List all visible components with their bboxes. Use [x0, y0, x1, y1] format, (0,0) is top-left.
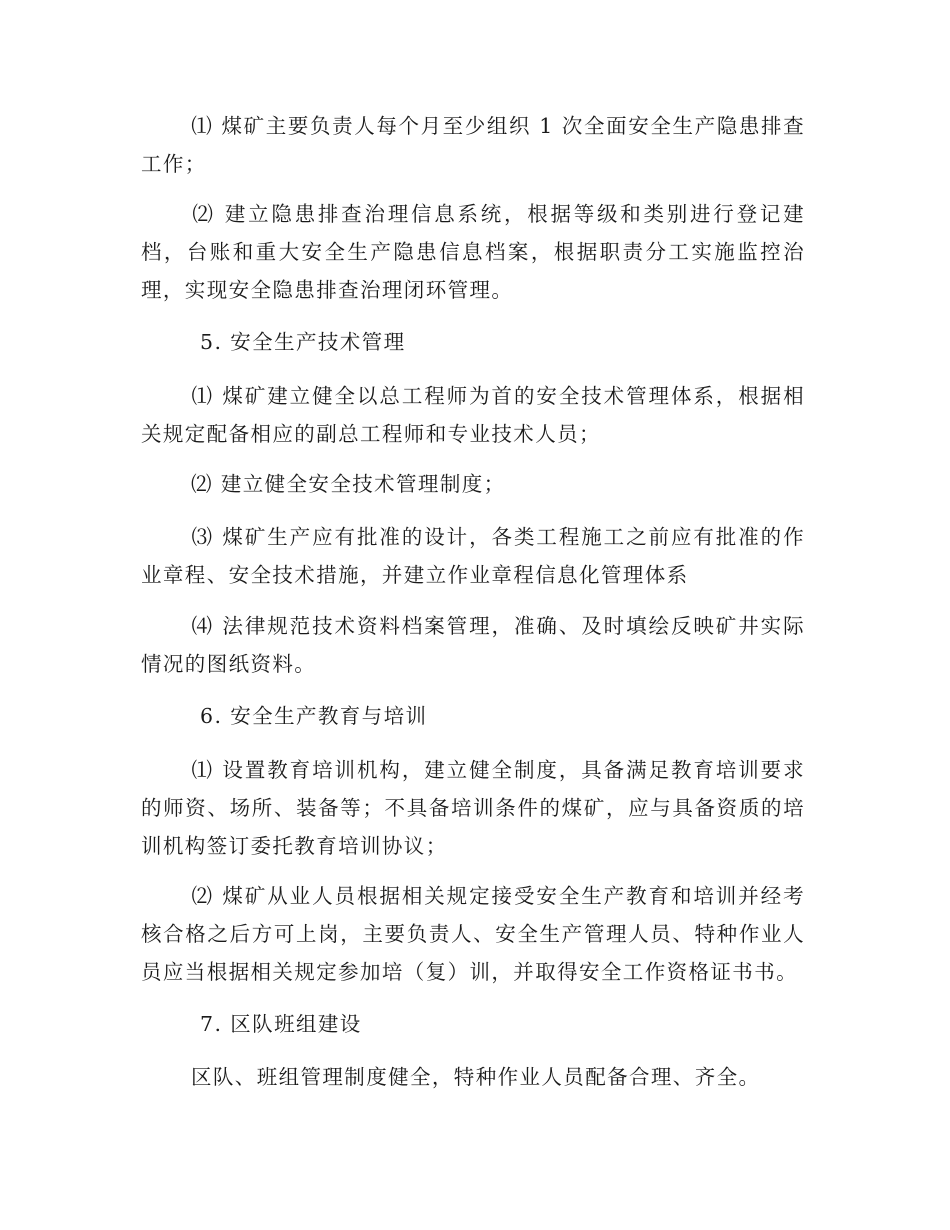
section-heading-6: 6. 安全生产教育与培训 [200, 704, 428, 728]
paragraph-text: ⑴ 煤矿主要负责人每个月至少组织 1 次全面安全生产隐患排查工作； [141, 114, 805, 176]
section-heading-7: 7. 区队班组建设 [200, 1012, 362, 1036]
paragraph-text: ⑵ 建立健全安全技术管理制度； [191, 472, 506, 496]
paragraph-text: ⑴ 煤矿建立健全以总工程师为首的安全技术管理体系，根据相关规定配备相应的副总工程师和专业技术人员； [141, 384, 805, 446]
paragraph-text: 区队、班组管理制度健全，特种作业人员配备合理、齐全。 [191, 1065, 761, 1089]
paragraph-text: ⑴ 设置教育培训机构，建立健全制度，具备满足教育培训要求的师资、场所、装备等；不具备培训条件的煤矿，应与具备资质的培训机构签订委托教育培训协议； [141, 758, 805, 858]
paragraph-team-construction [141, 1058, 805, 1096]
paragraph-text: ⑶ 煤矿生产应有批准的设计，各类工程施工之前应有批准的作业章程、安全技术措施，并建立作业章程信息化管理体系 [141, 525, 805, 587]
paragraph-archive-management [141, 607, 805, 683]
paragraph-approved-design [141, 518, 805, 594]
paragraph-tech-management-rules [141, 465, 805, 503]
paragraph-training-institution [141, 751, 805, 865]
section-heading-5: 5. 安全生产技术管理 [200, 330, 406, 354]
paragraph-hazard-inspection [141, 107, 805, 183]
paragraph-hazard-system [141, 195, 805, 309]
paragraph-staff-training [141, 877, 805, 991]
paragraph-text: ⑵ 建立隐患排查治理信息系统，根据等级和类别进行登记建档，台账和重大安全生产隐患信息档案，根据职责分工实施监控治理，实现安全隐患排查治理闭环管理。 [141, 202, 805, 302]
paragraph-text: ⑵ 煤矿从业人员根据相关规定接受安全生产教育和培训并经考核合格之后方可上岗，主要负责人、安全生产管理人员、特种作业人员应当根据相关规定参加培（复）训，并取得安全工作资格证书书。 [141, 884, 805, 984]
paragraph-text: ⑷ 法律规范技术资料档案管理，准确、及时填绘反映矿井实际情况的图纸资料。 [141, 614, 805, 676]
paragraph-tech-management-system [141, 377, 805, 453]
